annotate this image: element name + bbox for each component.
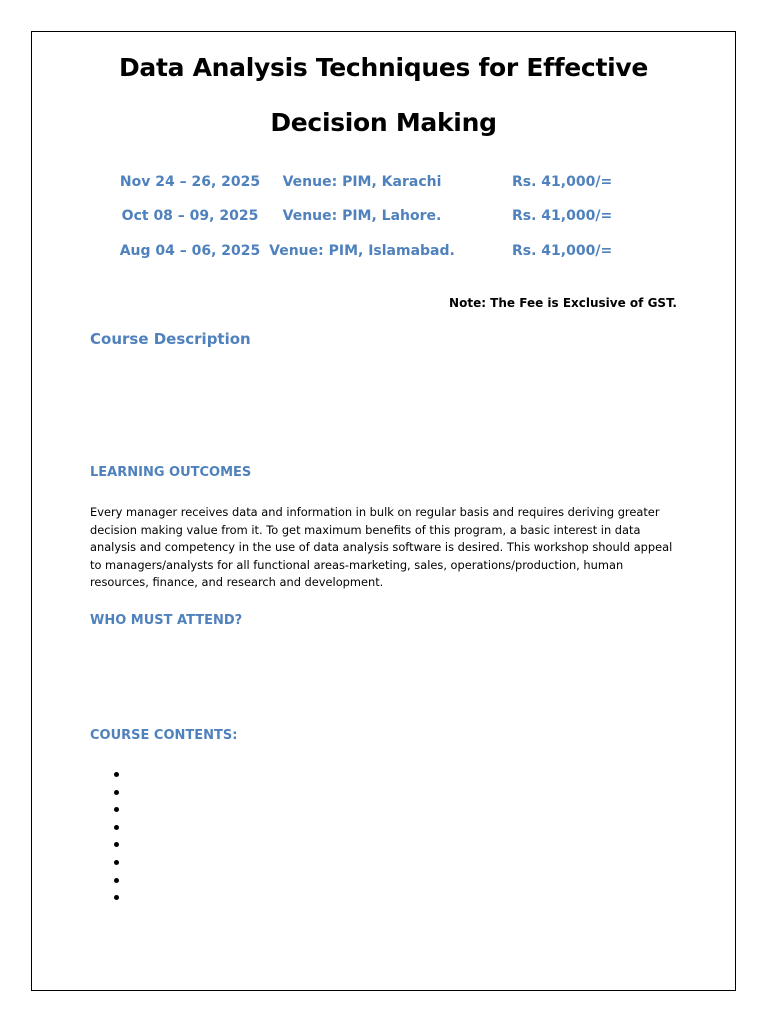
schedule-venue: Venue: PIM, Karachi [282, 174, 442, 190]
learning-outcomes-text: Every manager receives data and information in bulk on regular basis and requires deriving greater decision making value from it. To get maximum benefits of this program, a basic interest in data analysis and competency in the use of data analysis software is desired. This workshop should appeal to managers/analysts for all functional areas-marketing, sales, operations/production, human resources, finance, and research and development. [90, 505, 673, 589]
who-must-attend-heading: WHO MUST ATTEND? [90, 613, 243, 628]
schedule-fee: Rs. 41,000/= [512, 174, 613, 190]
page-title-line-2: Decision Making [270, 108, 497, 137]
page-title-line-1: Data Analysis Techniques for Effective [118, 53, 649, 82]
schedule-venue: Venue: PIM, Islamabad. [269, 243, 455, 259]
course-contents-heading: COURSE CONTENTS: [90, 728, 238, 743]
schedule-date: Oct 08 – 09, 2025 [121, 208, 259, 224]
document-page [31, 31, 736, 991]
schedule-date: Nov 24 – 26, 2025 [119, 174, 261, 190]
schedule-fee: Rs. 41,000/= [512, 208, 613, 224]
course-description-heading: Course Description [90, 330, 251, 348]
schedule-row [32, 206, 735, 226]
fee-note: Note: The Fee is Exclusive of GST. [449, 296, 677, 310]
schedule-venue: Venue: PIM, Lahore. [282, 208, 442, 224]
schedule-date: Aug 04 – 06, 2025 [119, 243, 261, 259]
schedule-fee: Rs. 41,000/= [512, 243, 613, 259]
schedule-row [32, 172, 735, 192]
learning-outcomes-heading: LEARNING OUTCOMES [90, 465, 252, 480]
schedule-row [32, 241, 735, 261]
